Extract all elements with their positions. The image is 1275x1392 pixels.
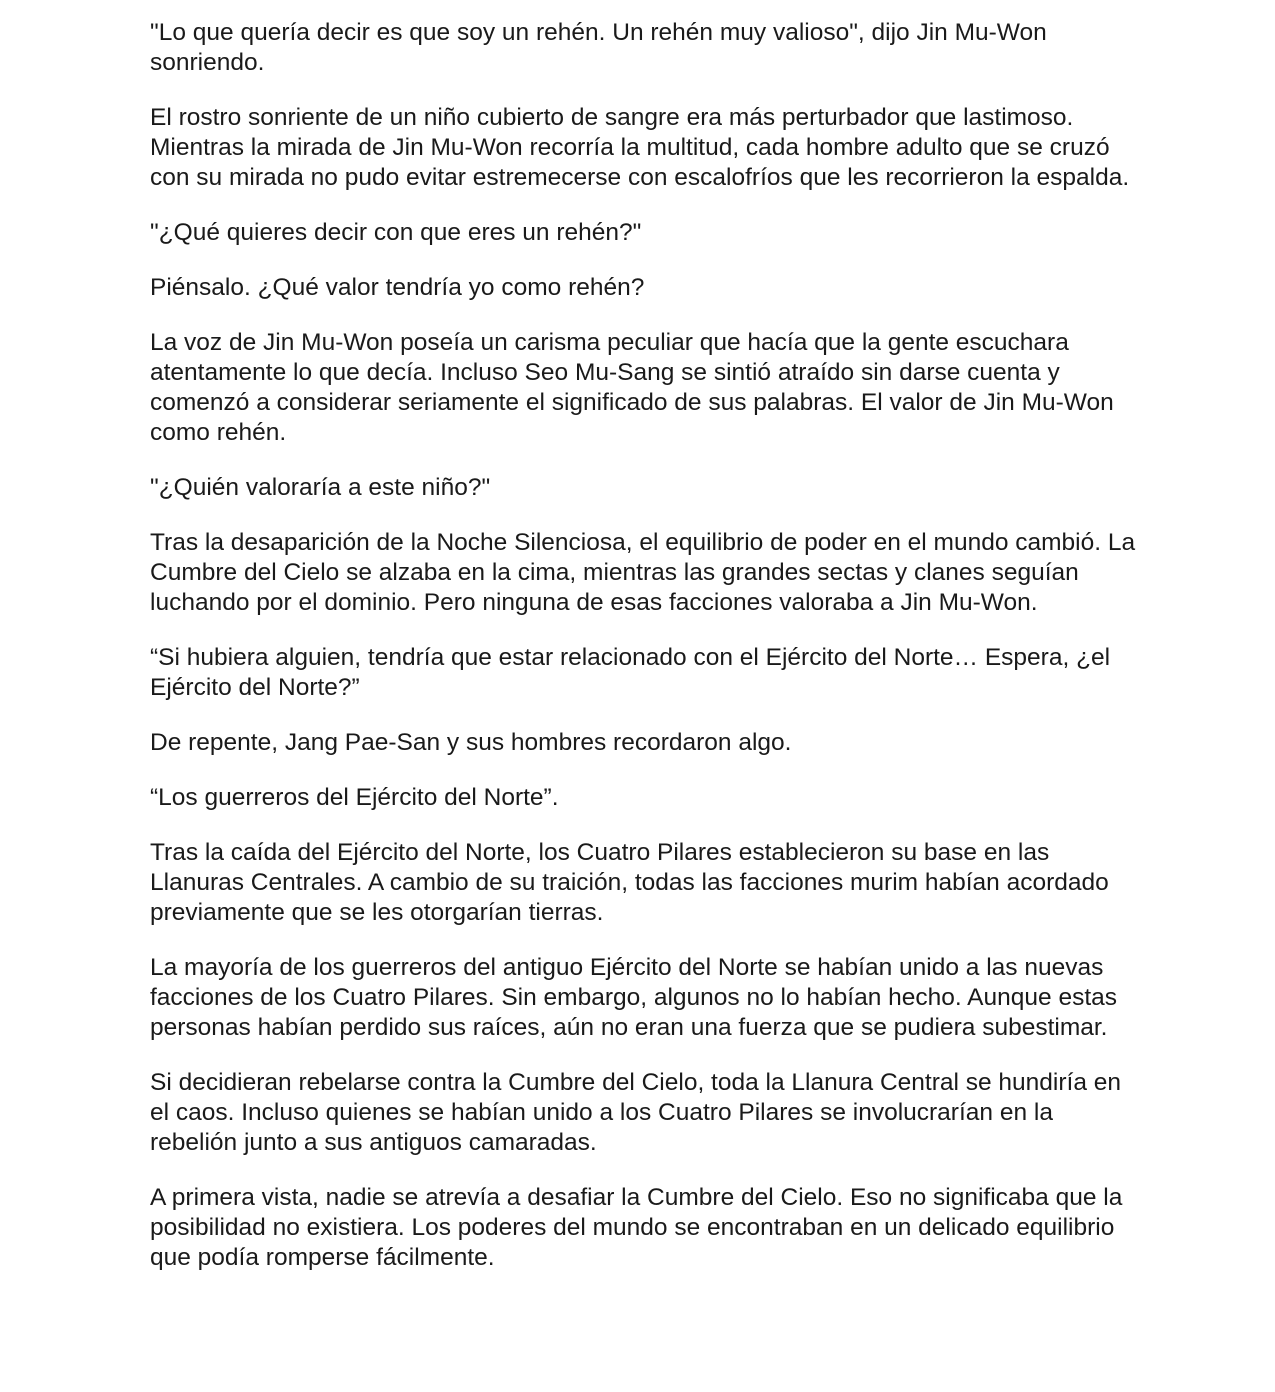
paragraph-2: El rostro sonriente de un niño cubierto de sangre era más perturbador que lastimoso. Mientras la mirada de Jin Mu-Won recorría la multitud, cada hombre adulto que se cruzó con su mirada no pudo evitar estremecerse con escalofríos que les recorrieron la espalda. — [150, 104, 1130, 191]
paragraph-3: "¿Qué quieres decir con que eres un rehén?" — [150, 219, 642, 246]
paragraph-11: Tras la caída del Ejército del Norte, los Cuatro Pilares establecieron su base en las Llanuras Centrales. A cambio de su traición, todas las facciones murim habían acordado previamente que se les otorgarían tierras. — [150, 839, 1109, 926]
paragraph-10: “Los guerreros del Ejército del Norte”. — [150, 784, 559, 811]
paragraph-7: Tras la desaparición de la Noche Silenciosa, el equilibrio de poder en el mundo cambió. La Cumbre del Cielo se alzaba en la cima, mientras las grandes sectas y clanes seguían luchando por el dominio. Pero ninguna de esas facciones valoraba a Jin Mu-Won. — [150, 529, 1136, 616]
paragraph-13: Si decidieran rebelarse contra la Cumbre del Cielo, toda la Llanura Central se hundiría en el caos. Incluso quienes se habían unido a los Cuatro Pilares se involucrarían en la rebelión junto a sus antiguos camaradas. — [150, 1069, 1122, 1156]
paragraph-8: “Si hubiera alguien, tendría que estar relacionado con el Ejército del Norte… Espera, ¿el Ejército del Norte?” — [150, 644, 1111, 701]
paragraph-5: La voz de Jin Mu-Won poseía un carisma peculiar que hacía que la gente escuchara atentamente lo que decía. Incluso Seo Mu-Sang se sintió atraído sin darse cuenta y comenzó a considerar seriamente el significado de sus palabras. El valor de Jin Mu-Won como rehén. — [150, 329, 1114, 446]
paragraph-12: La mayoría de los guerreros del antiguo Ejército del Norte se habían unido a las nuevas facciones de los Cuatro Pilares. Sin embargo, algunos no lo habían hecho. Aunque estas personas habían perdido sus raíces, aún no eran una fuerza que se pudiera subestimar. — [150, 954, 1118, 1041]
paragraph-9: De repente, Jang Pae-San y sus hombres recordaron algo. — [150, 729, 792, 756]
paragraph-1: "Lo que quería decir es que soy un rehén. Un rehén muy valioso", dijo Jin Mu-Won sonriendo. — [150, 19, 1047, 76]
paragraph-4: Piénsalo. ¿Qué valor tendría yo como rehén? — [150, 274, 645, 301]
document-page — [150, 18, 1140, 1298]
paragraph-6: "¿Quién valoraría a este niño?" — [150, 474, 491, 501]
paragraph-14: A primera vista, nadie se atrevía a desafiar la Cumbre del Cielo. Eso no significaba que la posibilidad no existiera. Los poderes del mundo se encontraban en un delicado equilibrio que podía romperse fácilmente. — [150, 1184, 1123, 1271]
